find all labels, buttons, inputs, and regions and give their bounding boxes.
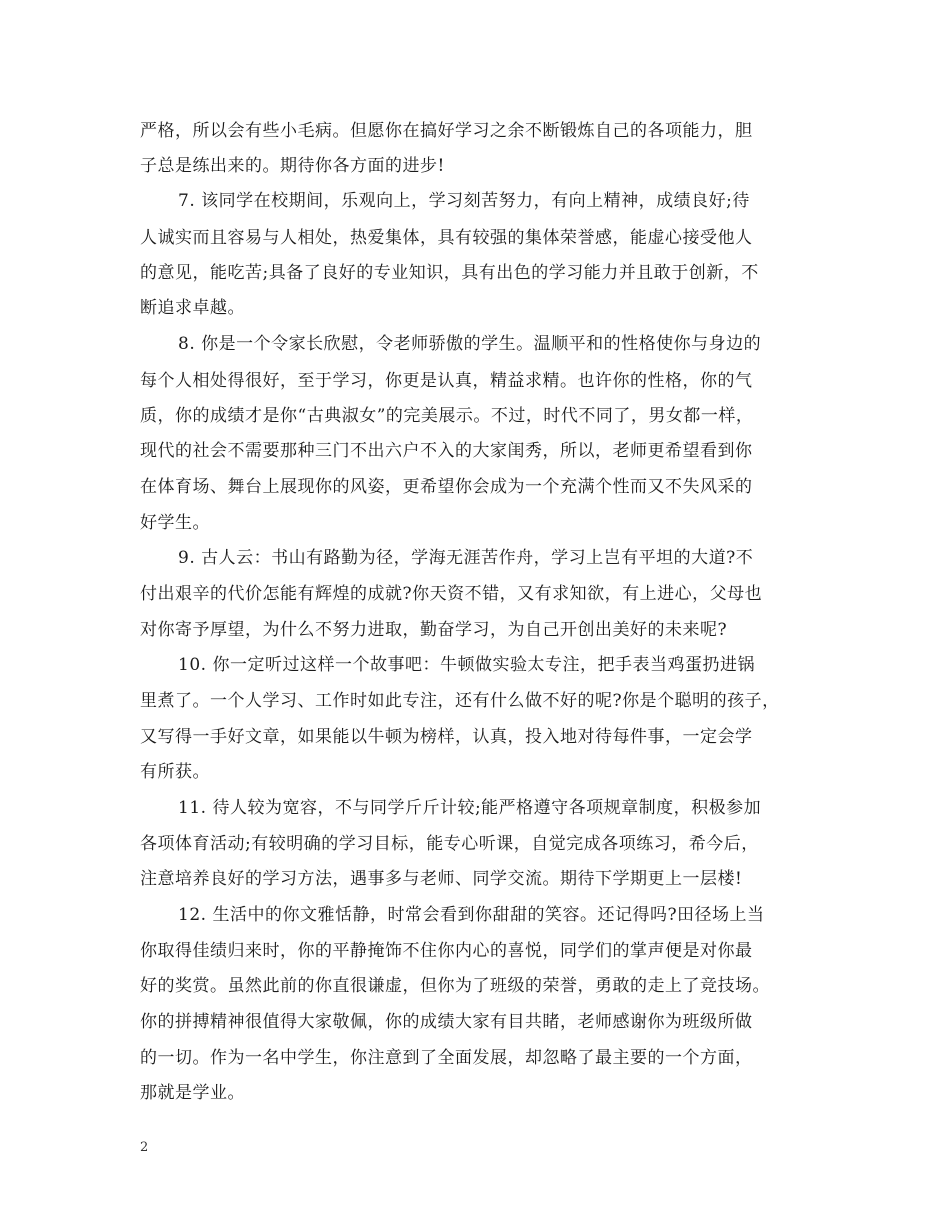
text-line: 的一切。作为一名中学生，你注意到了全面发展，却忽略了最主要的一个方面，	[140, 1048, 753, 1068]
page-number: 2	[140, 1140, 149, 1155]
text-line: 各项体育活动;有较明确的学习目标，能专心听课，自觉完成各项练习，希今后，	[140, 834, 759, 854]
text-line: 好学生。	[140, 513, 210, 533]
paragraph-10-start: 10. 你一定听过这样一个故事吧：牛顿做实验太专注，把手表当鸡蛋扔进锅	[178, 655, 755, 675]
paragraph-12-start: 12. 生活中的你文雅恬静，时常会看到你甜甜的笑容。还记得吗?田径场上当	[178, 905, 765, 925]
text-line: 在体育场、舞台上展现你的风姿，更希望你会成为一个充满个性而又不失风采的	[140, 477, 753, 497]
paragraph-9-start: 9. 古人云：书山有路勤为径，学海无涯苦作舟，学习上岂有平坦的大道?不	[178, 548, 754, 568]
text-line: 子总是练出来的。期待你各方面的进步!	[140, 156, 445, 176]
text-line: 你取得佳绩归来时，你的平静掩饰不住你内心的喜悦，同学们的掌声便是对你最	[140, 941, 753, 961]
text-line: 断追求卓越。	[140, 298, 245, 318]
text-line: 好的奖赏。虽然此前的你直很谦虚，但你为了班级的荣誉，勇敢的走上了竞技场。	[140, 976, 770, 996]
text-line: 现代的社会不需要那种三门不出六户不入的大家闺秀，所以，老师更希望看到你	[140, 441, 753, 461]
text-line: 你的拼搏精神很值得大家敬佩，你的成绩大家有目共睹，老师感谢你为班级所做	[140, 1012, 753, 1032]
text-line: 人诚实而且容易与人相处，热爱集体，具有较强的集体荣誉感，能虚心接受他人	[140, 228, 753, 248]
text-line: 有所获。	[140, 762, 210, 782]
text-line: 里煮了。一个人学习、工作时如此专注，还有什么做不好的呢?你是个聪明的孩子，	[140, 691, 780, 711]
text-line: 注意培养良好的学习方法，遇事多与老师、同学交流。期待下学期更上一层楼!	[140, 869, 743, 889]
text-line: 付出艰辛的代价怎能有辉煌的成就?你天资不错，又有求知欲，有上进心，父母也	[140, 584, 763, 604]
text-line: 对你寄予厚望，为什么不努力进取，勤奋学习，为自己开创出美好的未来呢?	[140, 620, 728, 640]
text-line: 每个人相处得很好，至于学习，你更是认真，精益求精。也许你的性格，你的气	[140, 371, 753, 391]
paragraph-7-start: 7. 该同学在校期间，乐观向上，学习刻苦努力，有向上精神，成绩良好;待	[178, 191, 750, 211]
text-line: 质，你的成绩才是你“古典淑女”的完美展示。不过，时代不同了，男女都一样，	[140, 406, 754, 426]
paragraph-11-start: 11. 待人较为宽容，不与同学斤斤计较;能严格遵守各项规章制度，积极参加	[178, 798, 762, 818]
text-line: 的意见，能吃苦;具备了良好的专业知识，具有出色的学习能力并且敢于创新，不	[140, 263, 759, 283]
text-line: 又写得一手好文章，如果能以牛顿为榜样，认真，投入地对待每件事，一定会学	[140, 727, 753, 747]
text-line: 那就是学业。	[140, 1083, 245, 1103]
text-line: 严格，所以会有些小毛病。但愿你在搞好学习之余不断锻炼自己的各项能力，胆	[140, 121, 753, 141]
paragraph-8-start: 8. 你是一个令家长欣慰，令老师骄傲的学生。温顺平和的性格使你与身边的	[178, 334, 762, 354]
